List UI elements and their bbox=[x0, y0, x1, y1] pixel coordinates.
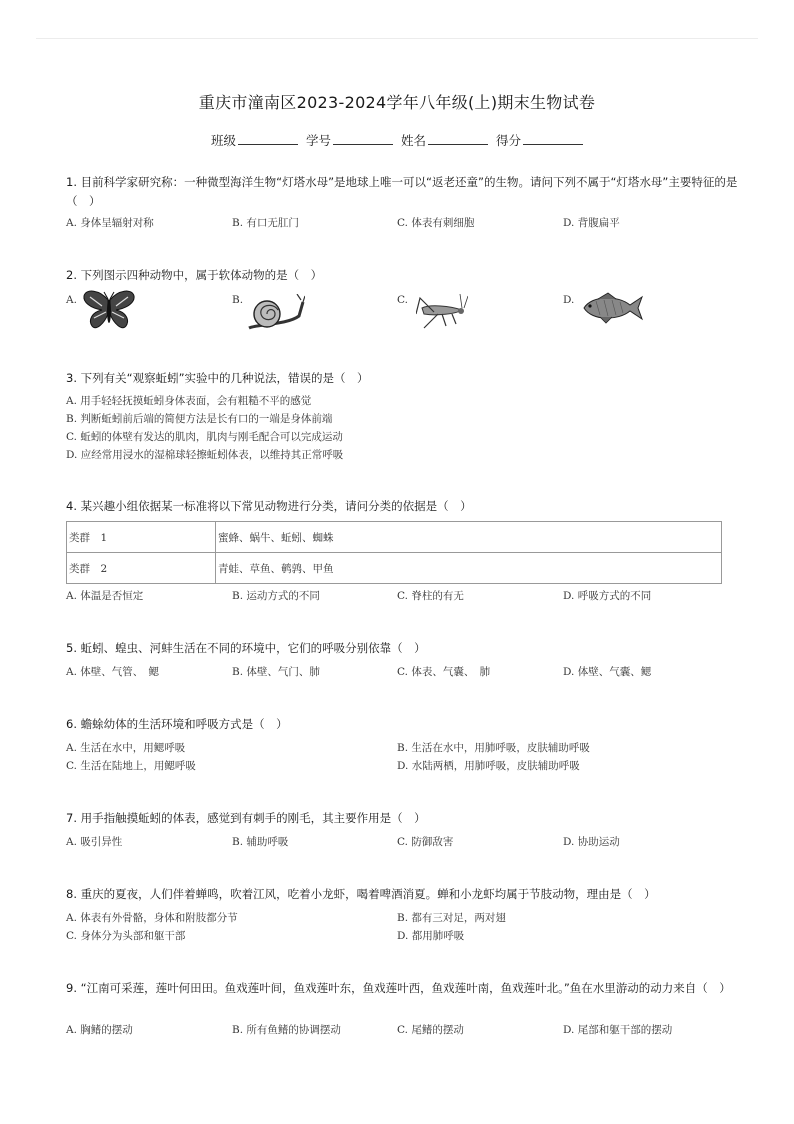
fish-icon bbox=[578, 291, 644, 325]
question-8-stem: 8. 重庆的夏夜，人们伴着蝉鸣，吹着江风，吃着小龙虾，喝着啤酒消夏。蝉和小龙虾均属于节肢动物，理由是（ ） bbox=[66, 887, 656, 901]
q5-option-d[interactable]: D. 体壁、气囊、鳃 bbox=[563, 666, 652, 678]
table-cell: 类群 2 bbox=[67, 553, 216, 584]
q2-option-d[interactable]: D. bbox=[563, 294, 575, 306]
q3-options bbox=[66, 392, 343, 464]
table-row bbox=[67, 522, 722, 553]
q8-option-d[interactable]: D. 都用肺呼吸 bbox=[397, 930, 465, 942]
q7-option-a[interactable]: A. 吸引异性 bbox=[66, 836, 123, 848]
q8-option-a[interactable]: A. 体表有外骨骼，身体和附肢都分节 bbox=[66, 912, 238, 924]
q4-option-d[interactable]: D. 呼吸方式的不同 bbox=[563, 590, 652, 602]
table-cell: 青蛙、草鱼、鹌鹑、甲鱼 bbox=[216, 553, 722, 584]
score-blank[interactable] bbox=[523, 132, 583, 145]
q6-option-b[interactable]: B. 生活在水中，用肺呼吸，皮肤辅助呼吸 bbox=[397, 742, 590, 754]
q6-option-d[interactable]: D. 水陆两栖，用肺呼吸，皮肤辅助呼吸 bbox=[397, 760, 580, 772]
q1-option-a[interactable]: A. 身体呈辐射对称 bbox=[66, 217, 154, 229]
page-title: 重庆市潼南区2023-2024学年八年级(上)期末生物试卷 bbox=[198, 93, 596, 112]
q4-option-b[interactable]: B. 运动方式的不同 bbox=[232, 590, 320, 602]
q9-option-d[interactable]: D. 尾部和躯干部的摆动 bbox=[563, 1024, 673, 1036]
name-blank[interactable] bbox=[428, 132, 488, 145]
q5-option-b[interactable]: B. 体壁、气门、肺 bbox=[232, 666, 320, 678]
question-3-stem: 3. 下列有关“观察蚯蚓”实验中的几种说法，错误的是（ ） bbox=[66, 371, 369, 385]
score-label: 得分 bbox=[495, 133, 521, 148]
grasshopper-icon bbox=[416, 294, 468, 330]
q7-option-d[interactable]: D. 协助运动 bbox=[563, 836, 620, 848]
butterfly-icon bbox=[82, 290, 136, 332]
q2-option-b[interactable]: B. bbox=[232, 294, 244, 306]
q5-option-c[interactable]: C. 体表、气囊、 肺 bbox=[397, 666, 491, 678]
q3-option-c[interactable]: C. 蚯蚓的体壁有发达的肌肉，肌肉与刚毛配合可以完成运动 bbox=[66, 431, 343, 443]
q7-option-b[interactable]: B. 辅助呼吸 bbox=[232, 836, 289, 848]
question-9-stem: 9. “江南可采莲，莲叶何田田。鱼戏莲叶间，鱼戏莲叶东，鱼戏莲叶西，鱼戏莲叶南，鱼戏莲叶北。”鱼在水里游动的动力来自（ ） bbox=[66, 981, 731, 995]
q3-option-b[interactable]: B. 判断蚯蚓前后端的简便方法是长有口的一端是身体前端 bbox=[66, 413, 333, 425]
student-id-label: 学号 bbox=[305, 133, 331, 148]
snail-icon bbox=[247, 294, 305, 332]
q8-option-c[interactable]: C. 身体分为头部和躯干部 bbox=[66, 930, 186, 942]
question-1-stem: 1. 目前科学家研究称：一种微型海洋生物“灯塔水母”是地球上唯一可以“返老还童”的生物。请问下列不属于“灯塔水母”主要特征的是（ ） bbox=[66, 175, 738, 208]
q3-option-a[interactable]: A. 用手轻轻抚摸蚯蚓身体表面，会有粗糙不平的感觉 bbox=[66, 395, 312, 407]
class-blank[interactable] bbox=[238, 132, 298, 145]
q3-option-d[interactable]: D. 应经常用浸水的湿棉球轻擦蚯蚓体表，以维持其正常呼吸 bbox=[66, 449, 344, 461]
q6-option-c[interactable]: C. 生活在陆地上，用鳃呼吸 bbox=[66, 760, 196, 772]
question-7-stem: 7. 用手指触摸蚯蚓的体表，感觉到有刺手的刚毛，其主要作用是（ ） bbox=[66, 811, 426, 825]
class-label: 班级 bbox=[210, 133, 236, 148]
question-5-stem: 5. 蚯蚓、蝗虫、河蚌生活在不同的环境中，它们的呼吸分别依靠（ ） bbox=[66, 641, 426, 655]
q4-option-a[interactable]: A. 体温是否恒定 bbox=[66, 590, 144, 602]
classification-table bbox=[66, 521, 722, 584]
question-4-stem: 4. 某兴趣小组依据某一标准将以下常见动物进行分类，请问分类的依据是（ ） bbox=[66, 499, 472, 513]
name-label: 姓名 bbox=[400, 133, 426, 148]
student-info-line bbox=[0, 131, 794, 149]
q9-option-b[interactable]: B. 所有鱼鳍的协调摆动 bbox=[232, 1024, 341, 1036]
q4-option-c[interactable]: C. 脊柱的有无 bbox=[397, 590, 464, 602]
q8-option-b[interactable]: B. 都有三对足，两对翅 bbox=[397, 912, 506, 924]
q1-option-c[interactable]: C. 体表有刺细胞 bbox=[397, 217, 475, 229]
q5-option-a[interactable]: A. 体壁、气管、 鳃 bbox=[66, 666, 160, 678]
q1-option-b[interactable]: B. 有口无肛门 bbox=[232, 217, 299, 229]
student-id-blank[interactable] bbox=[333, 132, 393, 145]
q2-option-a[interactable]: A. bbox=[66, 294, 77, 306]
q7-option-c[interactable]: C. 防御敌害 bbox=[397, 836, 454, 848]
q9-option-c[interactable]: C. 尾鳍的摆动 bbox=[397, 1024, 464, 1036]
question-6-stem: 6. 蟾蜍幼体的生活环境和呼吸方式是（ ） bbox=[66, 717, 288, 731]
table-cell: 蜜蜂、蜗牛、蚯蚓、蜘蛛 bbox=[216, 522, 722, 553]
question-2-stem: 2. 下列图示四种动物中，属于软体动物的是（ ） bbox=[66, 268, 323, 282]
q6-option-a[interactable]: A. 生活在水中，用鳃呼吸 bbox=[66, 742, 186, 754]
q9-option-a[interactable]: A. 胸鳍的摆动 bbox=[66, 1024, 133, 1036]
top-divider bbox=[36, 38, 758, 39]
q2-option-c[interactable]: C. bbox=[397, 294, 408, 306]
table-cell: 类群 1 bbox=[67, 522, 216, 553]
table-row bbox=[67, 553, 722, 584]
q1-option-d[interactable]: D. 背腹扁平 bbox=[563, 217, 620, 229]
